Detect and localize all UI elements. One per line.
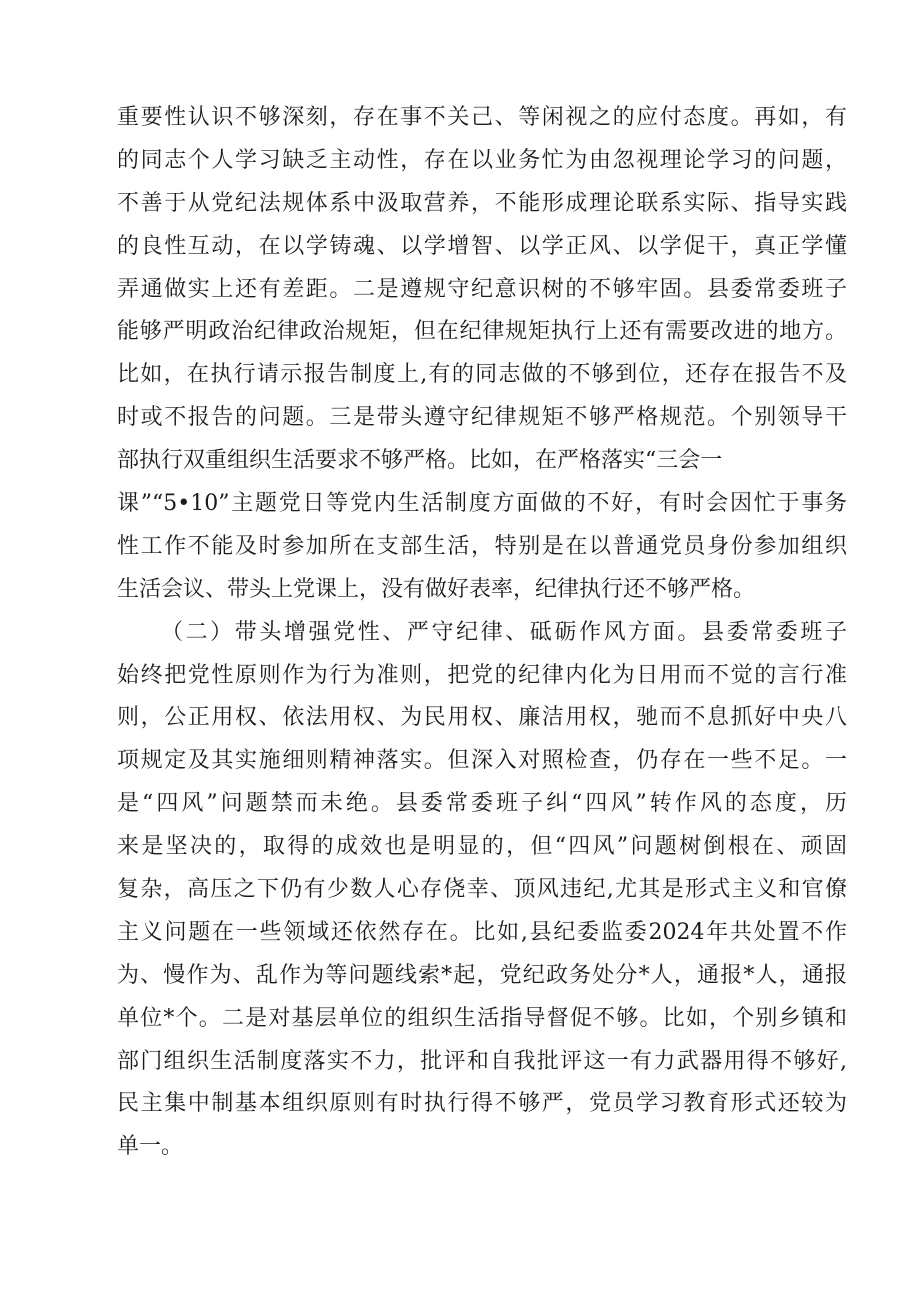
text-line: 部执行双重组织生活要求不够严格。比如，在严格落实“三会一 bbox=[117, 448, 723, 474]
text-line: 性工作不能及时参加所在支部生活，特别是在以普通党员身份参加组织 bbox=[117, 533, 847, 559]
text-line: 民主集中制基本组织原则有时执行得不够严，党员学习教育形式还较为 bbox=[117, 1091, 847, 1117]
body-text bbox=[117, 97, 847, 1169]
text-line: 为、慢作为、乱作为等问题线索*起，党纪政务处分*人，通报*人，通报 bbox=[117, 962, 847, 988]
text-line: 复杂，高压之下仍有少数人心存侥幸、顶风违纪,尤其是形式主义和官僚 bbox=[117, 877, 847, 903]
text-line: 单一。 bbox=[117, 1134, 184, 1160]
text-line: 的同志个人学习缺乏主动性，存在以业务忙为由忽视理论学习的问题， bbox=[117, 147, 847, 173]
text-line: 是“四风”问题禁而未绝。县委常委班子纠“四风”转作风的态度，历 bbox=[117, 791, 847, 817]
text-line: 重要性认识不够深刻，存在事不关己、等闲视之的应付态度。再如，有 bbox=[117, 105, 847, 130]
text-line: 单位*个。二是对基层单位的组织生活指导督促不够。比如，个别乡镇和 bbox=[117, 1005, 847, 1031]
text-line: 来是坚决的，取得的成效也是明显的，但“四风”问题树倒根在、顽固 bbox=[117, 834, 847, 860]
text-line: 部门组织生活制度落实不力，批评和自我批评这一有力武器用得不够好, bbox=[117, 1048, 847, 1074]
text-line: 课”“5•10”主题党日等党内生活制度方面做的不好，有时会因忙于事务 bbox=[117, 491, 847, 517]
text-line: 则，公正用权、依法用权、为民用权、廉洁用权，驰而不息抓好中央八 bbox=[117, 705, 847, 731]
text-line: 比如，在执行请示报告制度上,有的同志做的不够到位，还存在报告不及 bbox=[117, 362, 847, 388]
text-line: 项规定及其实施细则精神落实。但深入对照检查，仍存在一些不足。一 bbox=[117, 748, 847, 774]
text-line: 生活会议、带头上党课上，没有做好表率，纪律执行还不够严格。 bbox=[117, 576, 756, 602]
text-line: 能够严明政治纪律政治规矩，但在纪律规矩执行上还有需要改进的地方。 bbox=[117, 319, 847, 345]
text-line: 的良性互动，在以学铸魂、以学增智、以学正风、以学促干，真正学懂 bbox=[117, 233, 847, 259]
section-heading-line: （二）带头增强党性、严守纪律、砥砺作风方面。县委常委班子 bbox=[161, 619, 847, 645]
text-line: 始终把党性原则作为行为准则，把党的纪律内化为日用而不觉的言行准 bbox=[117, 662, 847, 688]
text-line: 不善于从党纪法规体系中汲取营养，不能形成理论联系实际、指导实践 bbox=[117, 190, 847, 216]
text-line: 主义问题在一些领域还依然存在。比如,县纪委监委2024年共处置不作 bbox=[117, 919, 847, 945]
text-line: 弄通做实上还有差距。二是遵规守纪意识树的不够牢固。县委常委班子 bbox=[117, 276, 847, 302]
text-line: 时或不报告的问题。三是带头遵守纪律规矩不够严格规范。个别领导干 bbox=[117, 405, 847, 431]
